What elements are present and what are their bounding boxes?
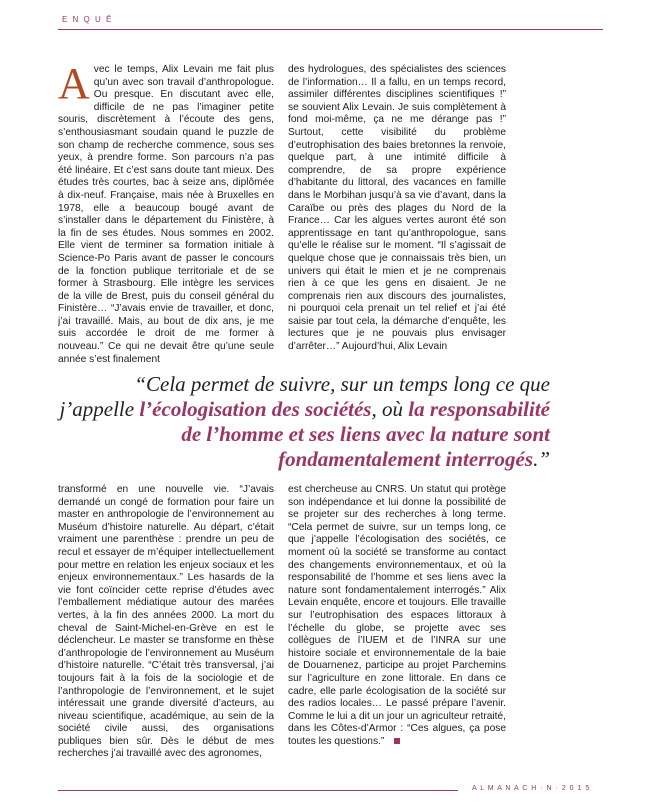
footer-rule (58, 790, 458, 791)
article-column-2 (288, 64, 506, 364)
quote-open: “Cela permet de suivre, sur un temps long ce que j’appelle (59, 372, 550, 421)
article-column-3 (58, 484, 274, 780)
article-text-4 (288, 484, 506, 748)
section-label: E N Q U Ê (62, 15, 113, 24)
quote-mid: , où (371, 397, 409, 421)
article-text-2: des hydrologues, des spécialistes des sciences de l’information… Il a fallu, en un temps record, assimiler différentes disciplines scientifiques !” se souvient Alix Levain. Je suis complètement à fond moi-même, ça ne me dérange pas !” Surtout, cette visibilité du problème d’eutrophisation des baies bretonnes la renvoie, quelque part, à une intimité difficile à comprendre, de sa propre expérience d’habitante du littoral, des vacances en famille dans le Morbihan jusqu’à sa vie d’avant, dans la Caraïbe ou près des plages du Nord de la France… Car les algues vertes auront été son apprentissage en tant qu’anthropologue, sans qu’elle le réalise sur le moment. “Il s’agissait de quelque chose que je connaissais très bien, un univers qui était le mien et je ne comprenais rien à ce que les gens en disaient. Je ne comprenais rien aux discours des journalistes, ni pourquoi cela prenait un tel relief et j’ai été saisie par tout cela, la démarche d’enquête, les lectures que je ne pouvais plus envisager d’arrêter…” Aujourd’hui, Alix Levain (288, 64, 506, 353)
pull-quote (58, 372, 550, 472)
article-text-4-body: est chercheuse au CNRS. Un statut qui protège son indépendance et lui donne la possibilité de se projeter sur des recherches à long terme. “Cela permet de suivre, sur un temps long, ce que j’appelle l’écologisation des sociétés, ce moment où la société se transforme au contact des changements environnementaux, et où la responsabilité de l’homme et ses liens avec la nature sont fondamentalement interrogés.” Alix Levain enquête, encore et toujours. Elle travaille sur l’eutrophisation des espaces littoraux à l’échelle du globe, se projette avec ses collègues de l’IUEM et de l’INRA sur une histoire sociale et environnementale de la baie de Douarnenez, participe au projet Parchemins sur l’agriculture en zone littorale. En dans ce cadre, elle parle écologisation de la société sur des radios locales… Le passé prépare l’avenir. Comme le lui a dit un jour un agriculteur retraité, dans les Côtes-d’Armor : “Ces algues, ça pose toutes les questions.” (288, 484, 506, 747)
article-text-1: vec le temps, Alix Levain me fait plus qu’un avec son travail d’anthropologue. Ou presque. En discutant avec elle, difficile de ne pas l’imaginer petite souris, discrètement à l’écoute des gens, s’enthousiasmant soudain quand le puzzle de son champ de recherche commence, sous ses yeux, à prendre forme. Son parcours n’a pas été linéaire. Et c’est sans doute tant mieux. Des études très courtes, bac à seize ans, diplômée à dix-neuf. Française, mais née à Bruxelles en 1978, elle a beaucoup bougé avant de s’installer dans le département du Finistère, à la fin de ses études. Nous sommes en 2002. Elle vient de terminer sa formation initiale à Science-Po Paris avant de passer le concours de la fonction publique territoriale et de se former à Strasbourg. Elle intègre les services de la ville de Brest, puis du conseil général du Finistère… “J’avais envie de travailler, et donc, j’ai travaillé. Mais, au bout de dix ans, je me suis accordée le droit de me former à nouveau.” Ce qui ne devait être qu’une seule année s’est finalement (58, 64, 274, 364)
article-column-4 (288, 484, 506, 780)
drop-cap: A (58, 64, 90, 108)
article-column-1 (58, 64, 274, 364)
quote-highlight-2: la responsabilité de l’homme et ses liens avec la nature sont fondamentalement interrogés (181, 397, 550, 471)
quote-close: .” (533, 447, 550, 471)
article-text-3: transformé en une nouvelle vie. “J’avais demandé un congé de formation pour faire un master en anthropologie de l’environnement au Muséum d’histoire naturelle. Au départ, c’était vraiment une parenthèse : prendre un peu de recul et essayer de m’équiper intellectuellement pour mettre en relation les enjeux sociaux et les enjeux environnementaux.” Les hasards de la vie font coïncider cette reprise d’études avec l’emballement médiatique autour des marées vertes, à la fin des années 2000. La mort du cheval de Saint-Michel-en-Grève en est le déclencheur. Le master se transforme en thèse d’anthropologie de l’environnement au Muséum d’histoire naturelle. “C’était très transversal, j’ai toujours fait à la fois de la sociologie et de l’anthropologie de l’environnement, et le sujet intéressait une grande diversité d’acteurs, au niveau scientifique, académique, au sein de la société civile aussi, des organisations publiques bien sûr. Dès le début de mes recherches j’ai travaillé avec des agronomes, (58, 484, 274, 760)
end-of-article-mark (394, 738, 400, 744)
quote-highlight-1: l’écologisation des sociétés (139, 397, 372, 421)
footer-text: A L M A N A C H · N · 2 0 1 5 (472, 785, 591, 792)
header-rule (58, 29, 603, 30)
